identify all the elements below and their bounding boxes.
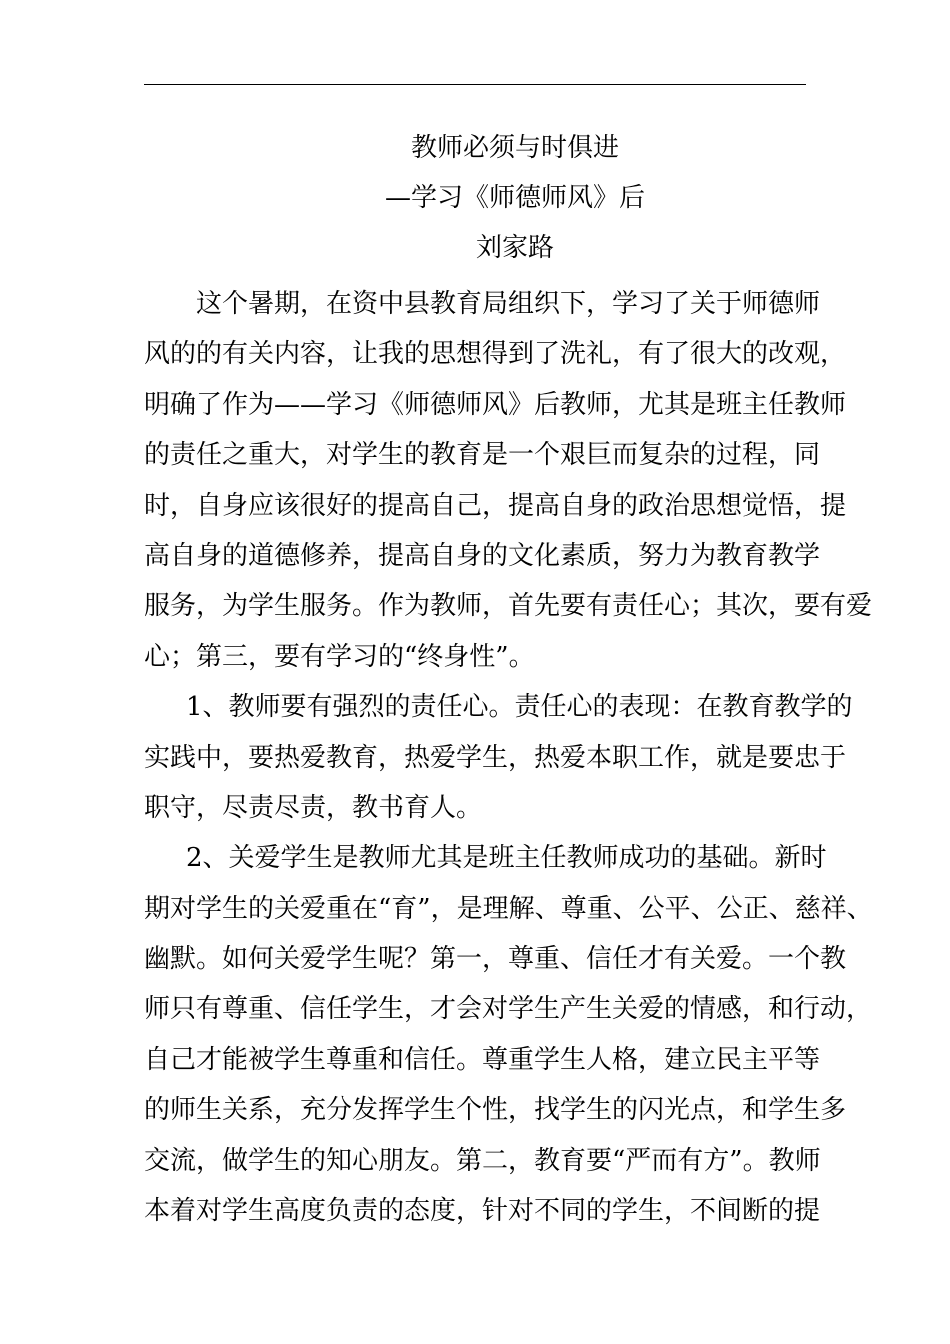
document-title: 教师必须与时俱进 xyxy=(410,133,619,163)
paragraph-line: 1、教师要有强烈的责任心。责任心的表现：在教育教学的 xyxy=(186,692,853,723)
paragraph-line: 期对学生的关爱重在“育”，是理解、尊重、公平、公正、慈祥、 xyxy=(144,893,873,924)
paragraph-line: 职守，尽责尽责，教书育人。 xyxy=(144,792,483,823)
paragraph-line: 自己才能被学生尊重和信任。尊重学生人格，建立民主平等 xyxy=(144,1044,821,1075)
paragraph-line: 服务，为学生服务。作为教师，首先要有责任心；其次，要有爱 xyxy=(144,591,873,622)
paragraph-line: 明确了作为——学习《师德师风》后教师，尤其是班主任教师 xyxy=(144,389,847,420)
paragraph-line: 心；第三，要有学习的“终身性”。 xyxy=(144,641,535,672)
paragraph-line: 2、关爱学生是教师尤其是班主任教师成功的基础。新时 xyxy=(186,843,827,874)
document-body xyxy=(144,279,873,1236)
paragraph-line: 交流，做学生的知心朋友。第二，教育要“严而有方”。教师 xyxy=(144,1145,821,1176)
paragraph-line: 本着对学生高度负责的态度，针对不同的学生，不间断的提 xyxy=(144,1196,821,1227)
header-rule xyxy=(144,84,806,85)
paragraph-line: 这个暑期，在资中县教育局组织下，学习了关于师德师 xyxy=(196,289,821,319)
paragraph-line: 实践中，要热爱教育，热爱学生，热爱本职工作，就是要忠于 xyxy=(144,742,847,773)
paragraph-line: 风的的有关内容，让我的思想得到了洗礼，有了很大的改观， xyxy=(144,339,847,370)
paragraph-line: 师只有尊重、信任学生，才会对学生产生关爱的情感，和行动， xyxy=(144,994,873,1025)
paragraph-line: 时，自身应该很好的提高自己，提高自身的政治思想觉悟，提 xyxy=(144,490,847,521)
paragraph-line: 幽默。如何关爱学生呢？第一，尊重、信任才有关爱。一个教 xyxy=(144,944,847,975)
paragraph-line: 的师生关系，充分发挥学生个性，找学生的闪光点，和学生多 xyxy=(144,1095,847,1126)
paragraph-line: 高自身的道德修养，提高自身的文化素质，努力为教育教学 xyxy=(144,540,821,571)
document-author: 刘家路 xyxy=(475,233,554,263)
paragraph-line: 的责任之重大，对学生的教育是一个艰巨而复杂的过程，同 xyxy=(144,440,821,471)
document-subtitle: —学习《师德师风》后 xyxy=(384,183,645,213)
